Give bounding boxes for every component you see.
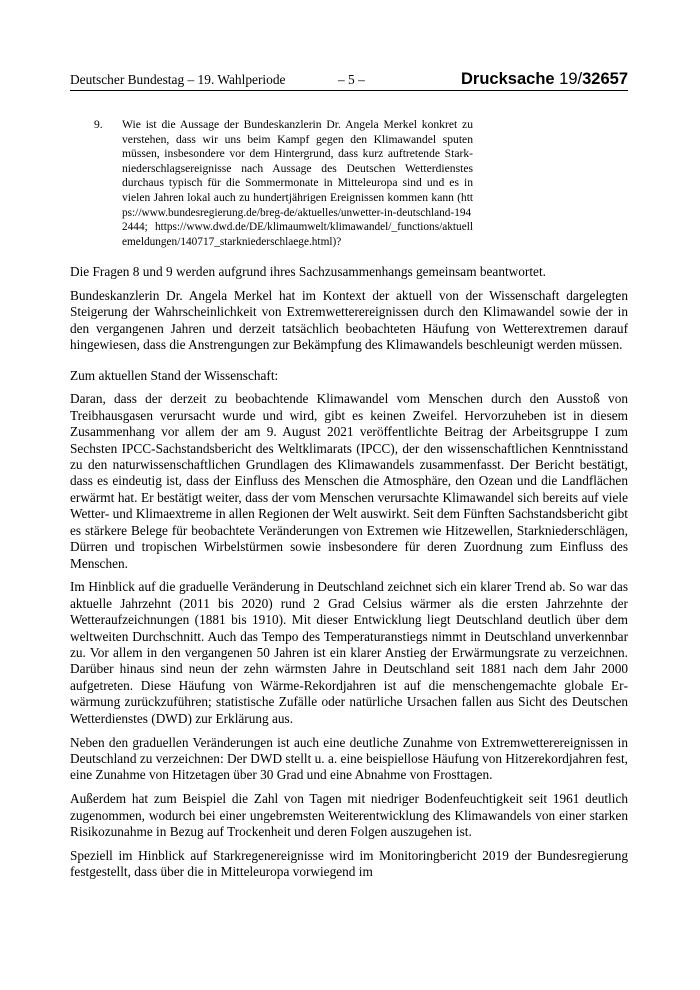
publication-name: Deutscher Bundestag – 19. Wahlperiode bbox=[70, 72, 286, 87]
page-number: – 5 – bbox=[338, 72, 365, 87]
document-label: Drucksache bbox=[461, 70, 555, 88]
question-source-links: (https://www.bundesregierung.de/breg-de/aktuelles/unwetter-in-deutschland-1942444; https://www.dwd.de/DE/klimaumwelt/klimawandel/_functions/aktuellemeldungen/140717_starkniederschlaege.html)? bbox=[122, 191, 473, 248]
answer-paragraph: Neben den graduellen Veränderungen ist auch eine deutliche Zunahme von Extremwetterereignissen in Deutschland zu verzeichnen: Der DWD stellt u. a. eine beispiellose Häufung von Hitzerekordjahren fest, eine Zunahme von Hitzetagen über 30 Grad und eine Abnahme von Frosttagen. bbox=[70, 734, 628, 783]
section-heading: Zum aktuellen Stand der Wissenschaft: bbox=[70, 367, 279, 383]
answer-paragraph: Bundeskanzlerin Dr. Angela Merkel hat im Kontext der aktuell von der Wissenschaft dargelegten Steigerung der Wahrscheinlichkeit von Extremwetterereignissen durch den Klimawandel sowie der in den vergangenen Jahren und derzeit tatsächlich beobachteten Häufung von Wetterextremen darauf hingewiesen, dass die Anstrengungen zur Bekämpfung des Klimawandels beschleunigt werden müssen. bbox=[70, 287, 628, 353]
answer-paragraph: Die Fragen 8 und 9 werden aufgrund ihres Sachzusammenhangs gemeinsam beantwortet. bbox=[70, 264, 546, 279]
question-text bbox=[122, 118, 473, 249]
answer-paragraph: Speziell im Hinblick auf Starkregenereignisse wird im Monitoringbericht 2019 der Bundesregierung festgestellt, dass über die in Mitteleuropa vorwiegend im bbox=[70, 848, 628, 880]
document-number-value: 32657 bbox=[582, 70, 628, 88]
answer-paragraph: Im Hinblick auf die graduelle Veränderung in Deutschland zeichnet sich ein klarer Trend ab. So war das aktuelle Jahrzehnt (2011 bis 2020) rund 2 Grad Celsius wärmer als die ersten Jahrzehnte der Wetteraufzeichnungen (1881 bis 1910). Mit dieser Entwicklung liegt Deutschland deutlich über dem weltweiten Durchschnitt. Auch das Tempo des Temperaturanstiegs nimmt in Deutschland unverkennbar zu. Vor allem in den vergangenen 50 Jahren ist ein klarer Anstieg der Erwärmungsrate zu verzeichnen. Darüber hinaus sind neun der zehn wärmsten Jahre in Deutschland seit 1881 nach dem Jahr 2000 aufgetreten. Diese Häufung von Wärme-Rekordjahren ist auf die menschengemachte globale Erwärmung zurückzuführen; statistische Zufälle oder natürliche Ursachen fallen aus Sicht des Deutschen Wetterdienstes (DWD) zur Erklärung aus. bbox=[70, 579, 628, 726]
question-9 bbox=[94, 118, 473, 249]
answer-paragraph: Außerdem hat zum Beispiel die Zahl von Tagen mit niedriger Bodenfeuchtigkeit seit 1961 deutlich zugenommen, wodurch bei einer ungebremsten Weiterentwicklung des Klimawandels von einer starken Risikozunahme in Bezug auf Trockenheit und deren Folgen auszugehen ist. bbox=[70, 791, 628, 840]
page-header bbox=[70, 72, 628, 91]
document-number bbox=[461, 70, 628, 88]
question-body: Wie ist die Aussage der Bundeskanzlerin Dr. Angela Merkel konkret zu verstehen, dass wir uns beim Kampf gegen den Klimawandel sputen müssen, insbesondere vor dem Hintergrund, dass kurz auftretende Starkniederschlagsereignisse nach Aussage des Deutschen Wetterdienstes durchaus typisch für die Sommermonate in Mitteleuropa sind und es in vielen Jahren lokal auch zu hundertjährigen Ereignissen kommen kann bbox=[122, 118, 473, 204]
answer-text bbox=[70, 264, 628, 888]
question-number: 9. bbox=[94, 118, 103, 131]
document-number-prefix: 19/ bbox=[559, 70, 583, 88]
answer-paragraph: Daran, dass der derzeit zu beobachtende Klimawandel vom Menschen durch den Ausstoß von Treibhausgasen verursacht wurde und wird, gibt es keinen Zweifel. Hervorzuheben ist in diesem Zusammenhang vor allem der am 9. August 2021 veröffentlichte Beitrag der Arbeitsgruppe I zum Sechsten IPCC-Sachstandsbericht des Weltklimarats (IPCC), der den wissenschaftlichen Kenntnisstand zu den naturwissenschaftlichen Grundlagen des Klimawandels zusammenfasst. Der Bericht bestätigt, dass es eindeutig ist, dass der Einfluss des Menschen die Atmosphäre, den Ozean und die Landflächen erwärmt hat. Er bestätigt weiter, dass der vom Menschen verursachte Klimawandel sich bereits auf viele Wetter- und Klimaextreme in allen Regionen der Welt auswirkt. Seit dem Fünften Sachstandsbericht gibt es stärkere Belege für beobachtete Veränderungen von Extremen wie Hitzewellen, Starkniederschlägen, Dürren und tropischen Wirbelstürmen sowie insbesondere für deren Zuordnung zum Einfluss des Menschen. bbox=[70, 391, 628, 571]
